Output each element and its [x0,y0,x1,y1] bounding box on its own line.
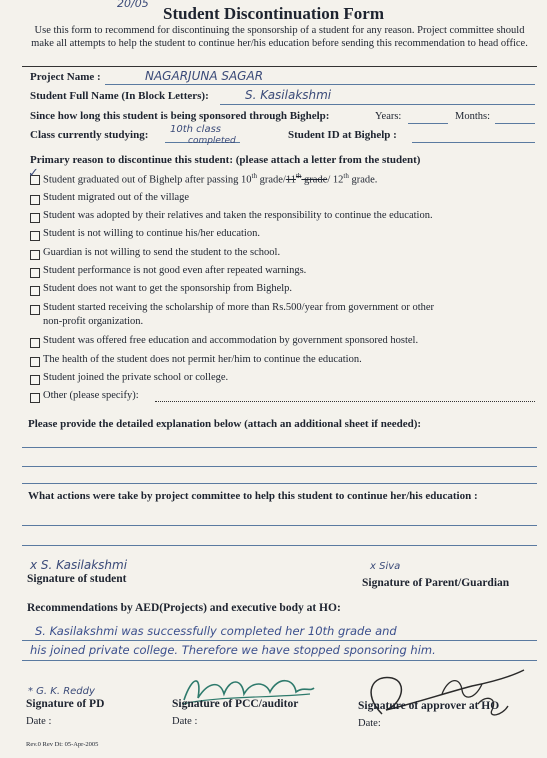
reason-other-label: Other (please specify): [43,390,139,401]
reason-checkbox-guardian[interactable] [30,250,40,260]
sponsorship-duration-label: Since how long this student is being sponsored through Bighelp: [30,110,330,122]
approver-date-label: Date: [358,718,381,729]
pd-signature-label: Signature of PD [26,698,105,710]
recommendations-label: Recommendations by AED(Projects) and executive body at HO: [27,602,341,614]
student-name-value[interactable]: S. Kasilakshmi [245,88,332,102]
reason-graduated-label: Student graduated out of Bighelp after passing 10th grade/11th grade/ 12th grade. [43,172,378,186]
student-id-line[interactable] [412,142,535,143]
reason-checkbox-does-not-want[interactable] [30,286,40,296]
reason-scholarship-label: Student started receiving the scholarship of more than Rs.500/year from government or other [43,302,435,313]
student-name-line [220,104,535,105]
reason-guardian-label: Guardian is not willing to send the student to the school. [43,247,281,258]
class-value-note: completed [188,136,236,146]
reason-checkbox-other[interactable] [30,393,40,403]
reason-checkbox-private-school[interactable] [30,375,40,385]
header-divider [22,66,537,67]
committee-actions-label: What actions were take by project committee to help this student to continue her/his education : [28,490,478,502]
reason-checkbox-free-education[interactable] [30,338,40,348]
revision-footer: Rev.0 Rev Dt: 05-Apr-2005 [26,741,99,748]
corner-handwritten-note: 20/05 [117,0,149,10]
approver-signature-scribble [352,664,532,724]
months-label: Months: [455,111,491,122]
committee-actions-line-2[interactable] [22,545,537,546]
explanation-line-2[interactable] [22,466,537,467]
approver-signature-label: Signature of approver at HO [358,700,500,712]
reason-checkbox-scholarship[interactable] [30,305,40,315]
pcc-date-label: Date : [172,716,198,727]
recommendations-line-2 [22,660,537,661]
pd-date-label: Date : [26,716,52,727]
student-name-label: Student Full Name (In Block Letters): [30,90,209,102]
reason-performance-label: Student performance is not good even after repeated warnings. [43,265,307,276]
class-label: Class currently studying: [30,129,149,141]
recommendations-text-line-2[interactable]: his joined private college. Therefore we have stopped sponsoring him. [30,643,436,657]
reason-free-education-label: Student was offered free education and accommodation by government sponsored hostel. [43,335,419,346]
primary-reason-heading: Primary reason to discontinue this student: (please attach a letter from the student) [30,154,421,166]
committee-actions-line-1[interactable] [22,525,537,526]
project-name-label: Project Name : [30,71,101,83]
project-name-value[interactable]: NAGARJUNA SAGAR [145,69,264,83]
reason-does-not-want-label: Student does not want to get the sponsorship from Bighelp. [43,283,293,294]
checkmark-icon: ✓ [28,166,39,181]
reason-checkbox-performance[interactable] [30,268,40,278]
form-intro: Use this form to recommend for discontinuing the sponsorship of a student for any reason. Project committee should make all attempts to help the student to continue her/his education before sending this recommendation to head office. [31,25,528,49]
explanation-line-3[interactable] [22,483,537,484]
explanation-line-1[interactable] [22,447,537,448]
years-line[interactable] [408,123,448,124]
reason-checkbox-not-willing[interactable] [30,231,40,241]
pd-signature-value[interactable]: * G. K. Reddy [28,686,95,697]
parent-signature-value[interactable]: x Siva [370,561,401,572]
student-signature-label: Signature of student [27,573,127,585]
years-label: Years: [375,111,402,122]
form-title: Student Discontinuation Form [162,4,385,23]
recommendations-line-1 [22,640,537,641]
reason-checkbox-migrated[interactable] [30,195,40,205]
reason-adopted-label: Student was adopted by their relatives and taken the responsibility to continue the education. [43,210,433,221]
pcc-signature-label: Signature of PCC/auditor [172,698,299,710]
reason-checkbox-health[interactable] [30,357,40,367]
reason-not-willing-label: Student is not willing to continue his/her education. [43,228,260,239]
parent-signature-label: Signature of Parent/Guardian [362,577,510,589]
recommendations-text-line-1[interactable]: S. Kasilakshmi was successfully completed her 10th grade and [35,624,397,638]
reason-migrated-label: Student migrated out of the village [43,192,190,203]
class-value[interactable]: 10th class [170,124,221,135]
other-reason-line[interactable] [155,401,535,402]
reason-private-school-label: Student joined the private school or college. [43,372,229,383]
project-name-line [105,84,535,85]
months-line[interactable] [495,123,535,124]
explanation-label: Please provide the detailed explanation below (attach an additional sheet if needed): [28,418,422,430]
student-id-label: Student ID at Bighelp : [288,129,397,141]
reason-checkbox-adopted[interactable] [30,213,40,223]
student-signature-value[interactable]: x S. Kasilakshmi [30,558,128,572]
reason-scholarship-label-line2: non-profit organization. [43,316,144,327]
reason-health-label: The health of the student does not permit her/him to continue the education. [43,354,362,365]
